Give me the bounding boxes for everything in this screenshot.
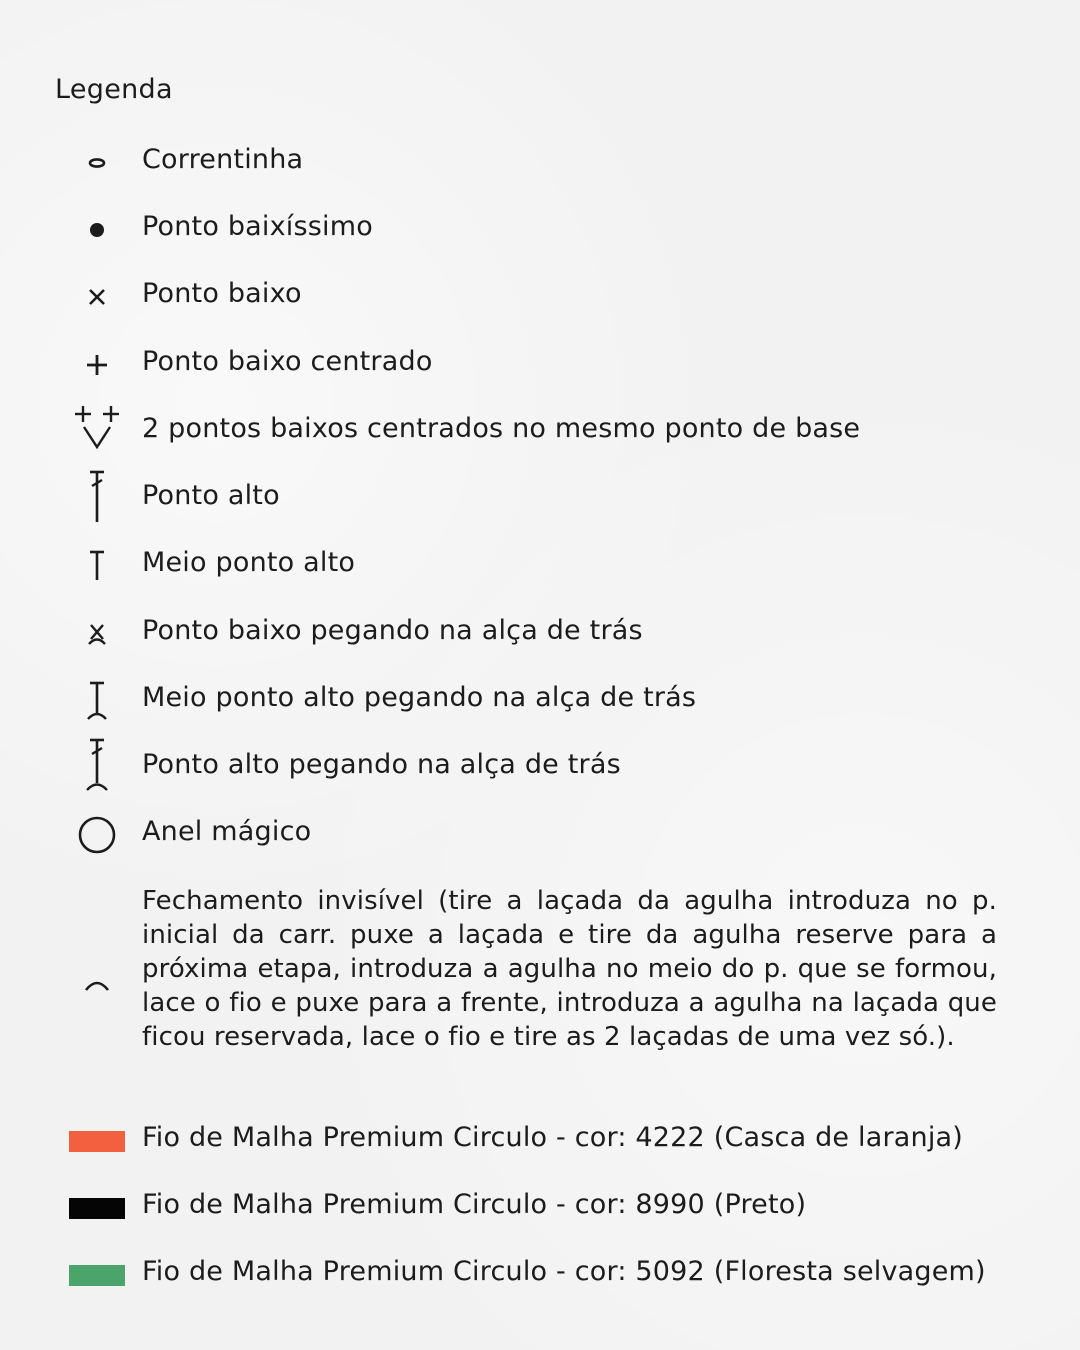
yarn-label: Fio de Malha Premium Circulo - cor: 5092 (Floresta selvagem) xyxy=(142,1256,986,1287)
legend-item-magic-ring xyxy=(0,810,1080,860)
legend-label: Correntinha xyxy=(142,144,304,175)
legend-item-slip-stitch xyxy=(0,205,1080,255)
yarn-item-green xyxy=(0,1250,1080,1300)
legend-item-centered-single-crochet xyxy=(0,340,1080,390)
half-double-crochet-icon xyxy=(62,531,132,601)
description-line: vez só.). xyxy=(844,1022,955,1052)
description-line: inicial da carr. puxe a laçada e tire da agulha reserve para a xyxy=(142,920,997,950)
single-crochet-icon xyxy=(62,262,132,332)
color-swatch xyxy=(69,1265,125,1286)
legend-item-single-crochet-back-loop xyxy=(0,609,1080,659)
double-crochet-icon xyxy=(62,464,132,534)
half-double-crochet-back-loop-icon xyxy=(62,666,132,736)
legend-label: Ponto alto xyxy=(142,480,280,511)
legend-label: Meio ponto alto pegando na alça de trás xyxy=(142,682,697,713)
legend-label: 2 pontos baixos centrados no mesmo ponto de base xyxy=(142,413,861,444)
legend-label: Ponto baixo xyxy=(142,278,302,309)
legend-label: Ponto baixo centrado xyxy=(142,346,433,377)
legend-item-double-crochet-back-loop xyxy=(0,743,1080,793)
single-crochet-back-loop-icon xyxy=(62,599,132,669)
yarn-item-orange xyxy=(0,1116,1080,1166)
legend-item-double-crochet xyxy=(0,474,1080,524)
description-line: laçada que ficou reservada, lace o fio e tire as 2 laçadas de uma xyxy=(142,988,997,1052)
legend-item-single-crochet xyxy=(0,272,1080,322)
color-swatch xyxy=(69,1198,125,1219)
slip-stitch-icon xyxy=(62,195,132,265)
legend-label: Meio ponto alto xyxy=(142,547,356,578)
invisible-close-description xyxy=(142,884,997,1054)
legend-item-chain xyxy=(0,138,1080,188)
description-line: formou, lace o fio e puxe para a frente, introduza a agulha na xyxy=(142,954,997,1018)
legend-label: Ponto baixo pegando na alça de trás xyxy=(142,615,643,646)
legend-title: Legenda xyxy=(55,74,173,105)
chain-icon xyxy=(62,128,132,198)
legend-label: Anel mágico xyxy=(142,816,312,847)
legend-label: Ponto baixíssimo xyxy=(142,211,373,242)
legend-item-half-double-crochet xyxy=(0,541,1080,591)
legend-label: Ponto alto pegando na alça de trás xyxy=(142,749,621,780)
centered-single-crochet-icon xyxy=(62,330,132,400)
legend-item-two-centered-single-crochet xyxy=(0,407,1080,457)
color-swatch xyxy=(69,1131,125,1152)
yarn-label: Fio de Malha Premium Circulo - cor: 8990 (Preto) xyxy=(142,1189,807,1220)
legend-item-half-double-crochet-back-loop xyxy=(0,676,1080,726)
description-line: próxima etapa, introduza a agulha no meio do p. que se xyxy=(142,954,896,984)
invisible-close-icon xyxy=(62,950,132,1020)
yarn-label: Fio de Malha Premium Circulo - cor: 4222 (Casca de laranja) xyxy=(142,1122,964,1153)
two-centered-single-crochet-icon xyxy=(62,397,132,467)
description-line: Fechamento invisível (tire a laçada da agulha introduza no p. xyxy=(142,886,997,916)
double-crochet-back-loop-icon xyxy=(62,733,132,803)
yarn-item-black xyxy=(0,1183,1080,1233)
magic-ring-icon xyxy=(62,800,132,870)
